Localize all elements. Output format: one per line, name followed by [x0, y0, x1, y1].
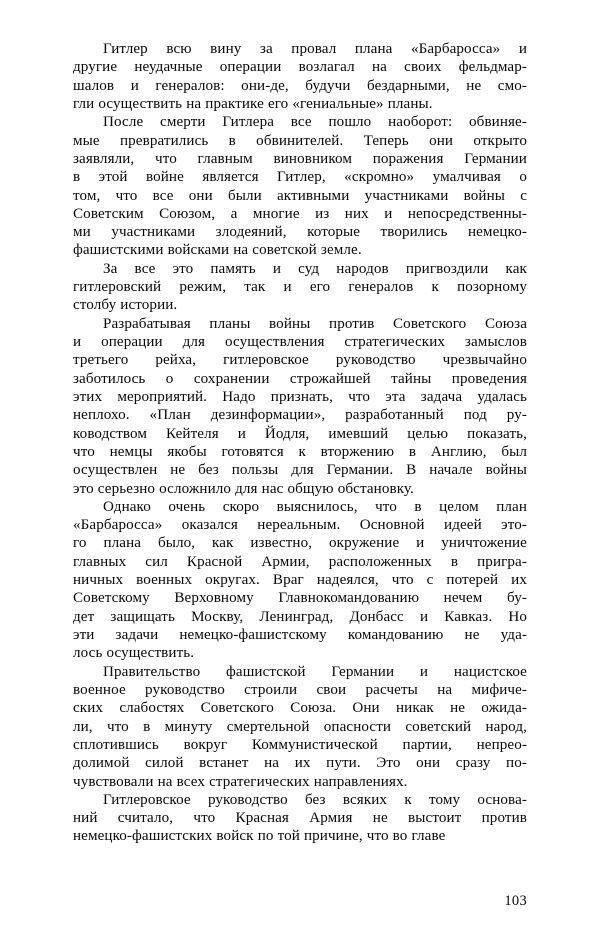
text-line: фашистскими войсками на советской земле.: [73, 242, 362, 259]
text-line: ководством Кейтеля и Йодля, имевший целью показать,: [73, 425, 527, 442]
text-line: осуществлен не без пользы для Германии. В начале войны: [73, 462, 527, 479]
text-line: другие неудачные операции возлагал на своих фельдмар-: [73, 59, 527, 76]
text-line: Однако очень скоро выяснилось, что в целом план: [103, 498, 527, 515]
text-line: ничных военных округах. Враг надеялся, что с потерей их: [73, 572, 527, 589]
text-line: это серьезно осложнило для нас общую обстановку.: [73, 480, 414, 497]
page-number: 103: [504, 892, 527, 909]
text-line: Советским Союзом, а многие из них и непосредственны-: [73, 205, 527, 222]
paragraph: [73, 315, 527, 498]
text-line: долимой силой встанет на их пути. Это они сразу по-: [73, 755, 527, 772]
text-line: За все это память и суд народов пригвоздили как: [103, 260, 527, 277]
paragraph: [73, 498, 527, 663]
text-line: главных сил Красной Армии, расположенных в пригра-: [73, 553, 527, 570]
text-line: гли осуществить на практике его «гениальные» планы.: [73, 95, 433, 112]
text-line: столбу истории.: [73, 297, 178, 314]
paragraph: [73, 260, 527, 315]
text-line: и операции для осуществления стратегических замыслов: [73, 334, 527, 350]
paragraph: [73, 40, 527, 113]
text-line: том, что все они были активными участниками войны с: [73, 187, 527, 204]
text-line: шалов и генералов: они-де, будучи бездарными, не смо-: [73, 77, 527, 94]
text-line: чувствовали на всех стратегических направлениях.: [73, 773, 408, 790]
text-line: дет защищать Москву, Ленинград, Донбасс и Кавказ. Но: [73, 608, 527, 625]
text-line: Гитлер всю вину за провал плана «Барбаросса» и: [103, 41, 527, 57]
text-line: «Барбаросса» оказался нереальным. Основной идеей это-: [73, 517, 527, 534]
text-line: неплохо. «План дезинформации», разработанный под ру-: [73, 407, 527, 424]
text-line: ских слабостях Советского Союза. Они никак не ожида-: [73, 700, 527, 717]
text-line: Гитлеровское руководство без всяких к тому основа-: [103, 791, 527, 808]
text-line: заботилось о сохранении строжайшей тайны проведения: [73, 370, 527, 387]
text-line: ми участниками злодеяний, которые творились немецко-: [73, 224, 527, 241]
text-line: Разрабатывая планы войны против Советского Союза: [103, 315, 527, 332]
text-line: мые превратились в обвинителей. Теперь они открыто: [73, 132, 527, 149]
text-line: эти задачи немецко-фашистскому командованию не уда-: [73, 627, 527, 643]
paragraph: [73, 663, 527, 791]
text-line: этих мероприятий. Надо признать, что эта задача удалась: [73, 388, 527, 405]
text-line: заявляли, что главным виновником поражения Германии: [73, 150, 527, 167]
text-line: ний считало, что Красная Армия не выстоит против: [73, 810, 527, 827]
text-line: гитлеровский режим, так и его генералов к позорному: [73, 279, 527, 296]
text-line: что немцы якобы готовятся к вторжению в Англию, был: [73, 443, 527, 460]
text-line: лось осуществить.: [73, 645, 195, 662]
text-line: Советскому Верховному Главнокомандованию нечем бу-: [73, 590, 527, 607]
text-line: третьего рейха, гитлеровское руководство чрезвычайно: [73, 352, 527, 369]
text-line: военное руководство строили свои расчеты на мифиче-: [73, 681, 527, 698]
text-line: После смерти Гитлера все пошло наоборот: обвиняе-: [103, 114, 527, 131]
text-line: Правительство фашистской Германии и нацистское: [103, 663, 527, 680]
paragraph: [73, 113, 527, 260]
text-line: немецко-фашистских войск по той причине, что во главе: [73, 828, 446, 845]
paragraph: [73, 791, 527, 846]
text-line: го плана было, как известно, окружение и уничтожение: [73, 535, 527, 552]
body-text-column: [73, 40, 527, 846]
text-line: в этой войне является Гитлер, «скромно» умалчивая о: [73, 169, 527, 186]
text-line: ли, что в минуту смертельной опасности советский народ,: [73, 718, 527, 735]
text-line: сплотившись вокруг Коммунистической партии, непрео-: [73, 736, 527, 753]
